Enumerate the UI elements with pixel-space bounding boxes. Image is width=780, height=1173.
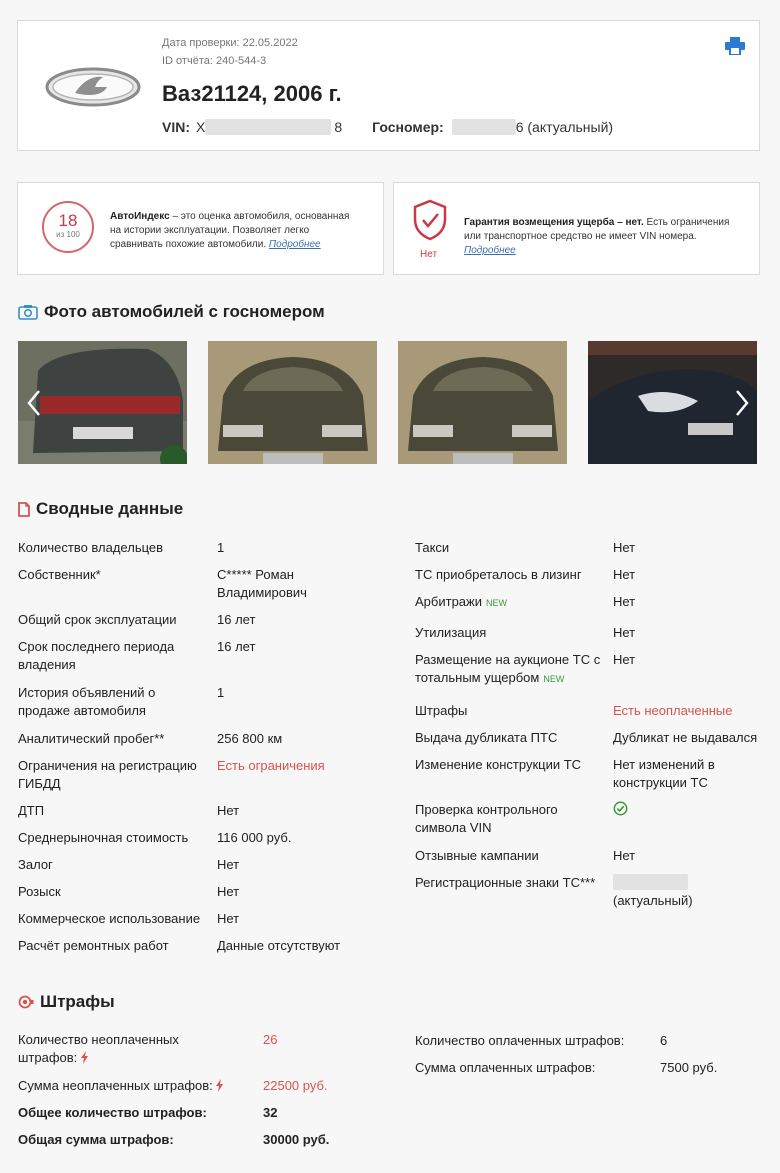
- row-label: Аналитический пробег**: [18, 731, 165, 746]
- row-label-wrap: [18, 1077, 248, 1095]
- row-value: Нет: [613, 625, 636, 640]
- row-value: Нет: [613, 652, 636, 667]
- autoindex-score: 18: [58, 211, 78, 230]
- autoindex-more-link[interactable]: Подробнее: [268, 239, 321, 250]
- row-value: 26: [263, 1032, 278, 1047]
- row-label: Размещение на аукционе ТС с тотальным ущербом: [415, 652, 601, 685]
- row-label: Залог: [18, 857, 53, 872]
- guarantee-title: Гарантия возмещения ущерба – нет.: [464, 217, 644, 228]
- row-value: 16 лет: [217, 612, 256, 627]
- lightning-icon: [215, 1079, 224, 1092]
- lada-logo: [45, 67, 141, 107]
- row-value: Дубликат не выдавался: [613, 730, 758, 745]
- row-label: Среднерыночная стоимость: [18, 830, 189, 845]
- row-label: Общее количество штрафов:: [18, 1105, 207, 1120]
- guarantee-text: Есть ограничения или транспортное средство не имеет VIN номера.: [464, 217, 730, 242]
- row-label: Арбитражи: [415, 594, 482, 609]
- row-label: Общий срок эксплуатации: [18, 612, 177, 627]
- report-header-card: [17, 20, 760, 151]
- autoindex-card: [17, 182, 384, 275]
- photos-next-arrow-icon[interactable]: [732, 388, 752, 418]
- row-label: Расчёт ремонтных работ: [18, 938, 169, 953]
- row-label-wrap: [18, 1031, 198, 1067]
- row-label: Штрафы: [415, 703, 468, 718]
- row-value: Нет изменений в конструкции ТС: [613, 757, 715, 790]
- row-value: Есть ограничения: [217, 758, 325, 773]
- autoindex-description: [110, 210, 362, 252]
- vin-label: VIN:: [162, 119, 190, 135]
- row-value: Нет: [217, 857, 240, 872]
- row-label: Изменение конструкции ТС: [415, 757, 582, 772]
- row-label: История объявлений о продаже автомобиля: [18, 685, 156, 718]
- row-value: 256 800 км: [217, 731, 283, 746]
- row-value: 116 000 руб.: [217, 830, 292, 845]
- summary-section-title: [18, 499, 183, 519]
- row-label: Собственник*: [18, 567, 101, 582]
- plate-masked: [613, 874, 688, 890]
- row-value: 1: [217, 540, 225, 555]
- vin-start: X: [196, 119, 206, 135]
- row-value: 1: [217, 685, 225, 700]
- row-value: С***** Роман Владимирович: [217, 567, 307, 600]
- check-circle-icon: [613, 801, 628, 816]
- camera-icon: [18, 304, 38, 320]
- row-value: Нет: [613, 848, 636, 863]
- row-value: (актуальный): [613, 893, 693, 908]
- plate-label: Госномер:: [372, 119, 444, 135]
- autoindex-text: – это оценка автомобиля, основанная на истории эксплуатации. Позволяет легко сравнивать похожие автомобили.: [110, 211, 350, 250]
- car-photo-2[interactable]: [208, 341, 377, 464]
- row-value: Нет: [217, 884, 240, 899]
- row-label: Выдача дубликата ПТС: [415, 730, 558, 745]
- autoindex-score-badge: [42, 201, 94, 253]
- guarantee-description: [464, 216, 744, 258]
- row-value: Нет: [217, 803, 240, 818]
- row-label: Розыск: [18, 884, 61, 899]
- row-value: Есть неоплаченные: [613, 703, 733, 718]
- summary-title-text: Сводные данные: [36, 499, 184, 518]
- report-id: ID отчёта: 240-544-3: [162, 55, 267, 67]
- plate-masked: [452, 119, 516, 135]
- row-value: 32: [263, 1105, 278, 1120]
- lightning-icon: [80, 1051, 89, 1064]
- car-title: Ваз21124, 2006 г.: [162, 81, 342, 106]
- car-photo-3[interactable]: [398, 341, 567, 464]
- row-label: Срок последнего периода владения: [18, 639, 175, 672]
- row-value: Нет: [613, 567, 636, 582]
- row-label: Ограничения на регистрацию ГИБДД: [18, 758, 197, 791]
- row-label: Утилизация: [415, 625, 487, 640]
- document-icon: [18, 502, 30, 517]
- plate-end: 6 (актуальный): [515, 119, 614, 135]
- fines-title-text: Штрафы: [40, 992, 115, 1011]
- row-value: Нет: [217, 911, 240, 926]
- photos-prev-arrow-icon[interactable]: [24, 388, 44, 418]
- check-date: Дата проверки: 22.05.2022: [162, 37, 298, 49]
- row-label: Общая сумма штрафов:: [18, 1132, 174, 1147]
- new-badge: NEW: [543, 674, 565, 684]
- row-label: Количество неоплаченных штрафов:: [18, 1032, 179, 1065]
- vin-plate-row: [162, 119, 613, 135]
- row-label: ТС приобреталось в лизинг: [415, 567, 582, 582]
- row-label: Сумма оплаченных штрафов:: [415, 1060, 596, 1075]
- row-value: Данные отсутствуют: [217, 938, 341, 953]
- fines-section-title: [18, 992, 115, 1012]
- row-label-wrap: [415, 593, 605, 612]
- row-value: 22500 руб.: [263, 1078, 328, 1093]
- row-label: Проверка контрольного символа VIN: [415, 802, 558, 835]
- new-badge: NEW: [485, 598, 507, 608]
- row-value: Нет: [613, 594, 636, 609]
- print-icon[interactable]: [725, 37, 745, 55]
- guarantee-more-link[interactable]: Подробнее: [464, 245, 516, 256]
- row-label-wrap: [415, 651, 607, 688]
- row-label: Регистрационные знаки ТС***: [415, 875, 596, 890]
- row-label: ДТП: [18, 803, 45, 818]
- vin-end: 8: [334, 119, 343, 135]
- row-value: 6: [660, 1033, 668, 1048]
- row-value: 30000 руб.: [263, 1132, 330, 1147]
- row-value: 16 лет: [217, 639, 256, 654]
- vin-masked: [205, 119, 331, 135]
- row-value: Нет: [613, 540, 636, 555]
- camera-radar-icon: [18, 995, 34, 1009]
- shield-check-icon: [412, 199, 448, 241]
- row-label: Количество оплаченных штрафов:: [415, 1033, 625, 1048]
- autoindex-title: АвтоИндекс: [110, 211, 170, 222]
- row-label: Отзывные кампании: [415, 848, 539, 863]
- photos-title-text: Фото автомобилей с госномером: [44, 302, 325, 321]
- guarantee-status: Нет: [420, 249, 438, 260]
- row-label: Такси: [415, 540, 450, 555]
- guarantee-card: [393, 182, 760, 275]
- autoindex-score-of: из 100: [56, 230, 80, 239]
- row-label: Количество владельцев: [18, 540, 164, 555]
- row-label: Сумма неоплаченных штрафов:: [18, 1078, 213, 1093]
- row-label: Коммерческое использование: [18, 911, 201, 926]
- photos-section-title: [18, 302, 325, 322]
- row-value-wrap: [613, 874, 768, 910]
- row-value: 7500 руб.: [660, 1060, 718, 1075]
